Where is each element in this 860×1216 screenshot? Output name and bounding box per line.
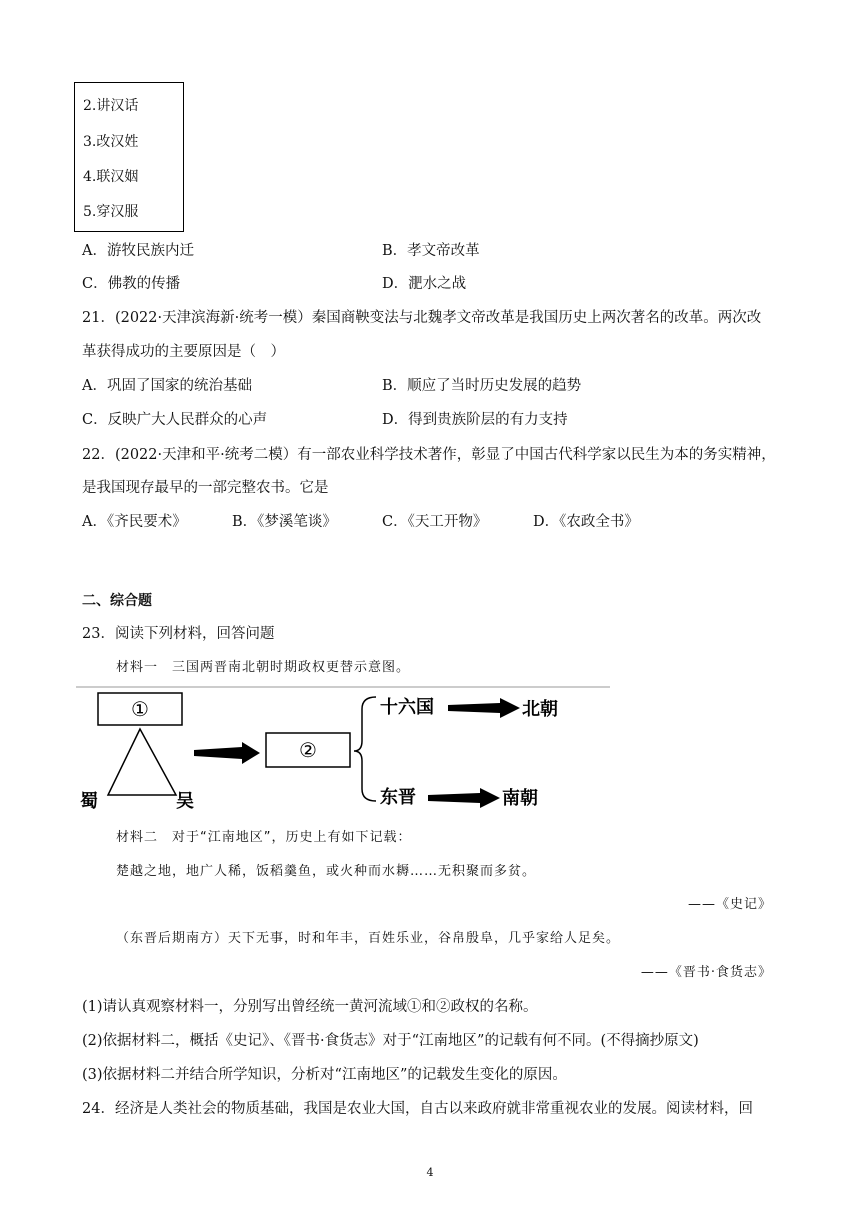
quote-shiji: 楚越之地，地广人稀，饭稻羹鱼，或火种而水耨……无积聚而多贫。 bbox=[116, 864, 537, 879]
arrow-to-north bbox=[448, 698, 520, 718]
q23-stem: 23．阅读下列材料，回答问题 bbox=[82, 626, 275, 642]
q22-stem-line1: 22．(2022·天津和平·统考二模）有一部农业科学技术著作，彰显了中国古代科学家以民生为本的务实精神， bbox=[82, 447, 776, 463]
shu-label: 蜀 bbox=[80, 791, 98, 812]
q21-stem-line1: 21．(2022·天津滨海新·统考一模）秦国商鞅变法与北魏孝文帝改革是我国历史上两次著名的改革。两次改 bbox=[82, 310, 762, 326]
q21-stem-line2: 革获得成功的主要原因是（ ） bbox=[82, 344, 285, 360]
q24-stem-line1: 24．经济是人类社会的物质基础，我国是农业大国，自古以来政府就非常重视农业的发展。阅读材料，回 bbox=[82, 1101, 753, 1117]
box-item: 4.联汉姻 bbox=[83, 169, 139, 185]
material2-caption: 材料二 对于“江南地区”，历史上有如下记载： bbox=[116, 830, 412, 845]
southern-dynasties-label: 南朝 bbox=[502, 788, 538, 809]
quote-jinshu: （东晋后期南方）天下无事，时和年丰，百姓乐业，谷帛殷阜，几乎家给人足矣。 bbox=[116, 931, 621, 946]
arrow-to-south bbox=[428, 788, 500, 808]
regime-box-1-label: ① bbox=[131, 697, 149, 721]
q21-option-a: A．巩固了国家的统治基础 bbox=[82, 378, 252, 394]
box-item: 3.改汉姓 bbox=[83, 134, 139, 150]
material1-caption: 材料一 三国两晋南北朝时期政权更替示意图。 bbox=[116, 660, 411, 675]
reform-measures-box bbox=[74, 82, 184, 232]
q20-option-d: D．淝水之战 bbox=[382, 276, 467, 292]
q21-option-c: C．反映广大人民群众的心声 bbox=[82, 412, 268, 428]
section-title: 二、综合题 bbox=[82, 593, 152, 609]
source-jinshu: ——《晋书·食货志》 bbox=[640, 965, 772, 980]
split-brace bbox=[354, 697, 376, 801]
northern-dynasties-label: 北朝 bbox=[522, 699, 558, 720]
q22-option-c: C．《天工开物》 bbox=[382, 514, 488, 530]
box-item: 2.讲汉话 bbox=[83, 98, 139, 114]
q23-sub3: (3)依据材料二并结合所学知识，分析对“江南地区”的记载发生变化的原因。 bbox=[82, 1067, 567, 1083]
box-item: 5.穿汉服 bbox=[83, 204, 139, 220]
three-kingdoms-triangle bbox=[108, 729, 176, 795]
q23-sub1: (1)请认真观察材料一，分别写出曾经统一黄河流域①和②政权的名称。 bbox=[82, 999, 538, 1015]
source-shiji: ——《史记》 bbox=[687, 897, 772, 912]
q22-option-d: D．《农政全书》 bbox=[533, 514, 639, 530]
sixteen-kingdoms-label: 十六国 bbox=[380, 697, 434, 718]
page-number: 4 bbox=[426, 1166, 434, 1179]
q22-option-b: B．《梦溪笔谈》 bbox=[232, 514, 337, 530]
q21-option-d: D．得到贵族阶层的有力支持 bbox=[382, 412, 568, 428]
regime-succession-diagram bbox=[76, 683, 612, 815]
eastern-jin-label: 东晋 bbox=[380, 787, 416, 808]
wu-label: 吴 bbox=[176, 791, 194, 812]
q20-option-b: B．孝文帝改革 bbox=[382, 243, 480, 259]
q22-option-a: A．《齐民要术》 bbox=[82, 514, 187, 530]
q20-option-c: C．佛教的传播 bbox=[82, 276, 181, 292]
q21-option-b: B．顺应了当时历史发展的趋势 bbox=[382, 378, 582, 394]
arrow-to-box-2 bbox=[194, 742, 260, 764]
q23-sub2: (2)依据材料二，概括《史记》、《晋书·食货志》对于“江南地区”的记载有何不同。(不得摘抄原文) bbox=[82, 1033, 699, 1049]
q20-option-a: A．游牧民族内迁 bbox=[82, 243, 194, 259]
regime-box-2-label: ② bbox=[299, 738, 317, 762]
q22-stem-line2: 是我国现存最早的一部完整农书。它是 bbox=[82, 480, 329, 496]
